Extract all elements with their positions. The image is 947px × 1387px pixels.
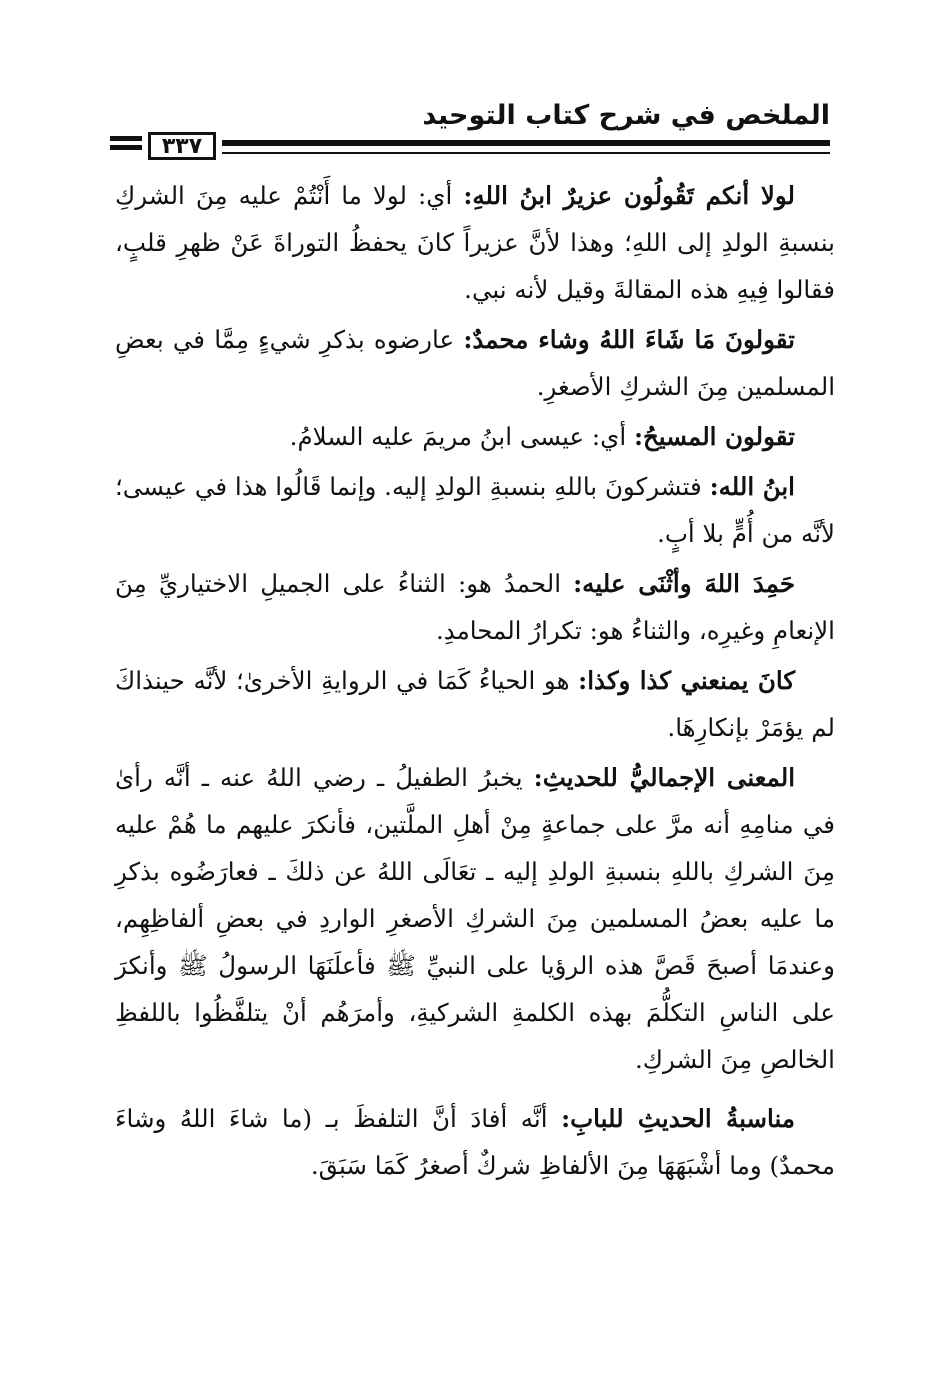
paragraph (115, 316, 835, 410)
paragraph-text: الحمدُ هو: الثناءُ على الجميلِ الاختياريِّ مِنَ الإنعامِ وغيرِه، والثناءُ هو: تكرارُ المحامدِ. (115, 569, 835, 645)
paragraph-text: عارضوه بذكرِ شيءٍ مِمَّا في بعضِ المسلمين مِنَ الشركِ الأصغرِ. (115, 325, 835, 401)
page-number: ٣٣٧ (148, 132, 216, 160)
paragraph-text: هو الحياءُ كَمَا في الروايةِ الأخرىٰ؛ لأنَّه حينذاكَ لم يؤمَرْ بإنكارِهَا. (115, 666, 835, 742)
paragraph-lead: لولا أنكم تَقُولُون عزيرٌ ابنُ اللهِ: (463, 181, 796, 210)
header-rule-thin (222, 152, 830, 154)
paragraph-text: أي: لولا ما أَنْتُمْ عليه مِنَ الشركِ بنسبةِ الولدِ إلى اللهِ؛ وهذا لأنَّ عزيراً كانَ يحفظُ التوراةَ عَنْ ظهرِ قلبٍ، فقالوا فِيهِ هذه المقالةَ وقيل لأنه نبي. (115, 181, 835, 304)
paragraph (115, 463, 835, 557)
paragraph-lead: حَمِدَ اللهَ وأثْنَى عليه: (573, 569, 795, 598)
paragraph-lead: المعنى الإجماليُّ للحديثِ: (533, 763, 796, 792)
paragraph-text: فتشركونَ باللهِ بنسبةِ الولدِ إليه. وإنما قَالُوا هذا في عيسى؛ لأنَّه من أُمٍّ بلا أبٍ. (115, 472, 835, 548)
page-header (110, 100, 830, 164)
paragraph-lead: مناسبةُ الحديثِ للبابِ: (561, 1104, 795, 1133)
paragraph-lead: تقولون المسيحُ: (633, 422, 795, 451)
paragraph-lead: كانَ يمنعني كذا وكذا: (578, 666, 795, 695)
paragraph (115, 560, 835, 654)
page-body (115, 172, 835, 1192)
running-title: الملخص في شرح كتاب التوحيد (422, 100, 830, 131)
paragraph-text: أي: عيسى ابنُ مريمَ عليه السلامُ. (289, 422, 634, 451)
paragraph (115, 754, 835, 1083)
paragraph (115, 657, 835, 751)
paragraph (115, 172, 835, 313)
paragraph (115, 413, 835, 460)
paragraph (115, 1095, 835, 1189)
paragraph-lead: تقولونَ مَا شَاءَ اللهُ وشاء محمدٌ: (463, 325, 795, 354)
header-rule-thick (222, 140, 830, 146)
paragraph-lead: ابنُ الله: (709, 472, 795, 501)
paragraph-text: أنَّه أفادَ أنَّ التلفظَ بـ (ما شاءَ اللهُ وشاءَ محمدٌ) وما أشْبَهَهَا مِنَ الألفاظِ شركٌ أصغرُ كَمَا سَبَقَ. (115, 1104, 835, 1180)
paragraph-text: يخبرُ الطفيلُ ـ رضي اللهُ عنه ـ أنَّه رأىٰ في منامِهِ أنه مرَّ على جماعةٍ مِنْ أهلِ الملَّتين، فأنكرَ عليهم ما هُمْ عليه مِنَ الشركِ باللهِ بنسبةِ الولدِ إليه ـ تعَالَى اللهُ عن ذلكَ ـ فعارَضُوه بذكرِ ما عليه بعضُ المسلمين مِنَ الشركِ الأصغرِ الواردِ في بعضِ ألفاظِهِم، وعندمَا أصبحَ قَصَّ هذه الرؤيا على النبيِّ ﷺ فأعلَنَهَا الرسولُ ﷺ وأنكرَ على الناسِ التكلُّمَ بهذه الكلمةِ الشركيةِ، وأمرَهُم أنْ يتلفَّظُوا باللفظِ الخالصِ مِنَ الشركِ. (115, 763, 835, 1074)
page-number-ornament (110, 136, 142, 154)
